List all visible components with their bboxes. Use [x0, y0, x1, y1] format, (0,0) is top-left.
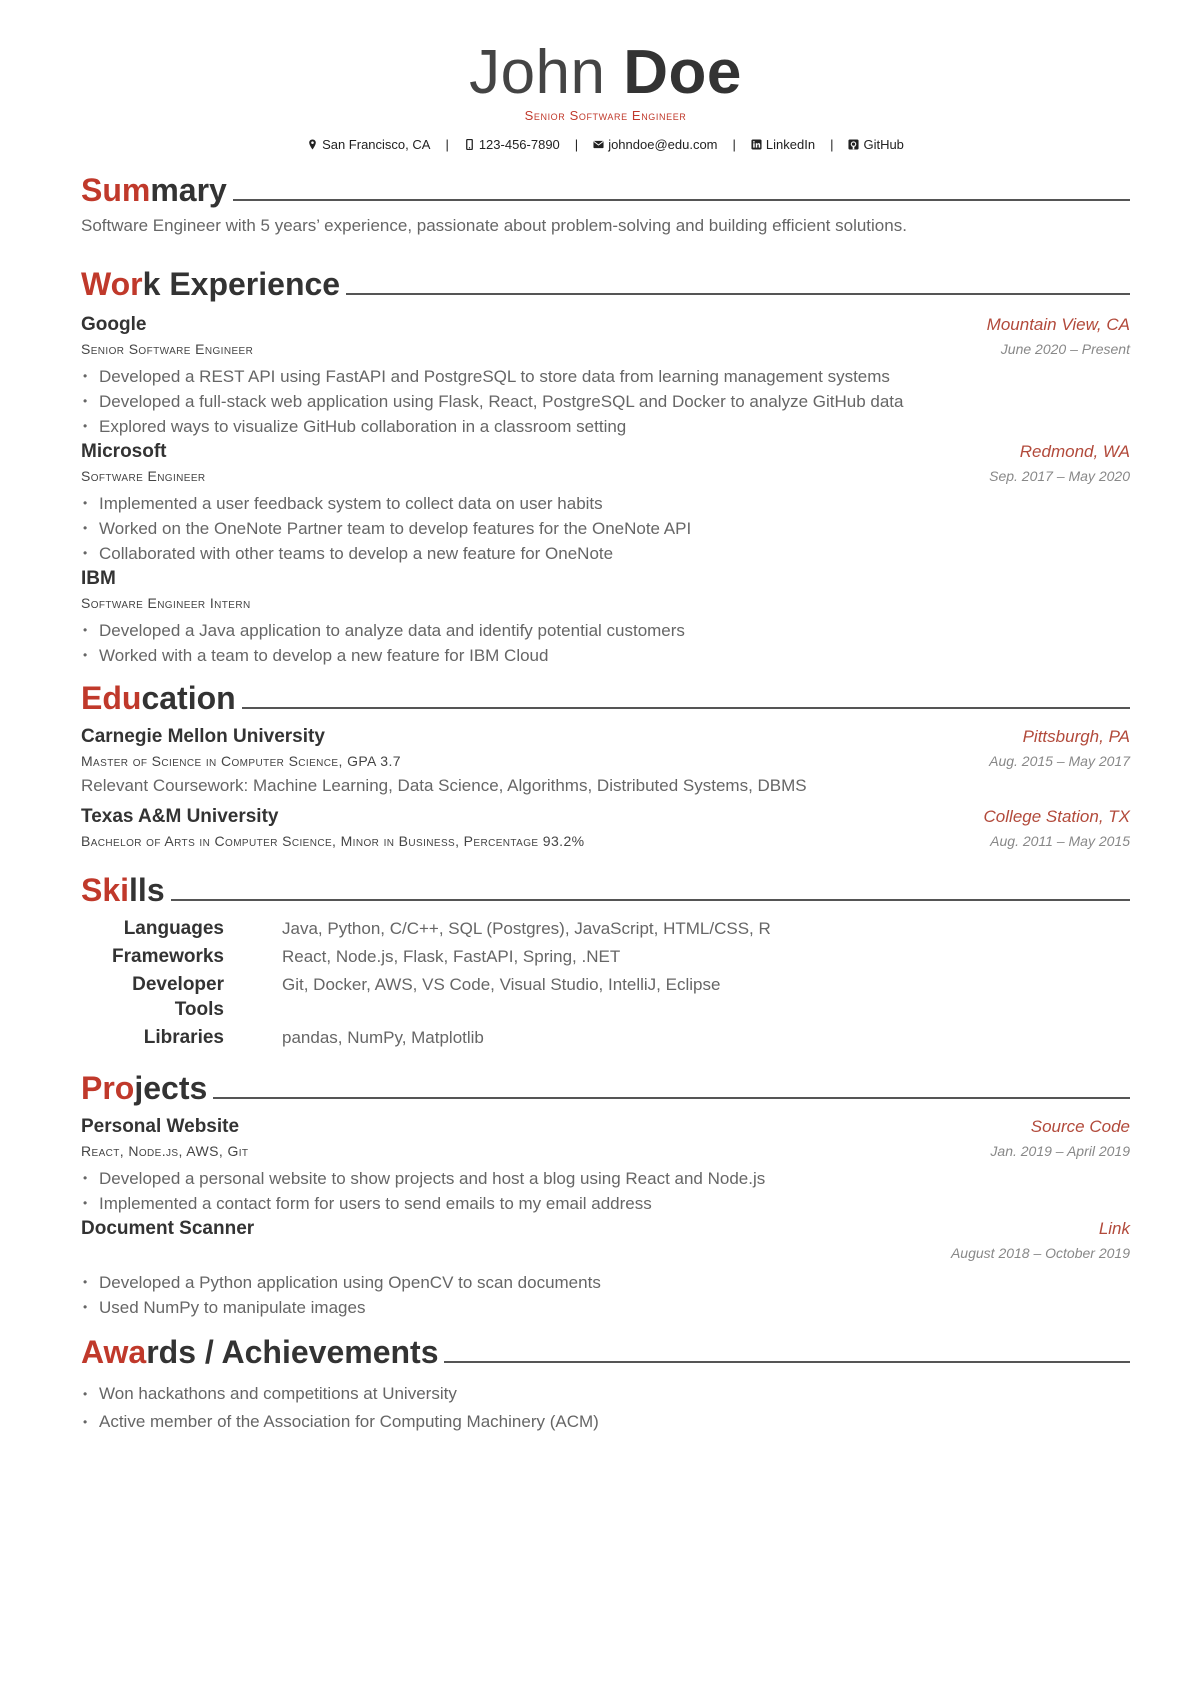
first-name: John — [469, 38, 606, 107]
candidate-name — [81, 36, 1130, 110]
job-bullets — [81, 491, 1130, 566]
school-name: Texas A&M University — [81, 806, 279, 827]
resume-header — [81, 0, 1130, 152]
email-text: johndoe@edu.com — [608, 137, 718, 152]
skill-category: Frameworks — [112, 946, 224, 967]
heading-highlight: Ski — [81, 872, 130, 908]
section-heading — [81, 872, 1130, 908]
heading-rest: mary — [150, 172, 227, 208]
heading-rest: k Experience — [142, 266, 341, 302]
resume-page — [81, 0, 1130, 1436]
education-entry — [81, 724, 1130, 798]
job-title: Software Engineer Intern — [81, 595, 251, 611]
coursework: Relevant Coursework: Machine Learning, Data Science, Algorithms, Distributed Systems, DBMS — [81, 776, 807, 795]
education-dates: Aug. 2015 – May 2017 — [989, 753, 1130, 769]
project-dates: Jan. 2019 – April 2019 — [990, 1143, 1130, 1159]
list-item: • Implemented a user feedback system to collect data on user habits — [81, 491, 1130, 516]
job-dates: Sep. 2017 – May 2020 — [989, 468, 1130, 484]
skill-list: Git, Docker, AWS, VS Code, Visual Studio, IntelliJ, Eclipse — [282, 975, 721, 994]
skill-list: React, Node.js, Flask, FastAPI, Spring, .NET — [282, 947, 621, 966]
heading-rest: lls — [129, 872, 165, 908]
github-icon — [848, 139, 859, 150]
skills-table — [81, 916, 1130, 1050]
project-link[interactable]: Link — [1098, 1219, 1130, 1238]
project-entry — [81, 1216, 1130, 1320]
project-bullets — [81, 1166, 1130, 1216]
position-title: Senior Software Engineer — [524, 108, 687, 123]
list-item: • Worked on the OneNote Partner team to develop features for the OneNote API — [81, 516, 1130, 541]
list-item: • Active member of the Association for Computing Machinery (ACM) — [81, 1408, 1130, 1436]
envelope-icon — [593, 139, 604, 150]
skill-list: Java, Python, C/C++, SQL (Postgres), JavaScript, HTML/CSS, R — [282, 919, 771, 938]
list-item: • Explored ways to visualize GitHub collaboration in a classroom setting — [81, 414, 1130, 439]
work-entry — [81, 566, 1130, 668]
contact-location — [307, 137, 430, 152]
heading-rule — [213, 1097, 1130, 1099]
list-item: • Implemented a contact form for users to send emails to my email address — [81, 1191, 1130, 1216]
project-link[interactable]: Source Code — [1030, 1117, 1130, 1136]
work-section — [81, 266, 1130, 668]
github-text: GitHub — [863, 137, 904, 152]
company-name: Microsoft — [81, 441, 167, 462]
section-heading — [81, 1070, 1130, 1106]
degree: Master of Science in Computer Science, GPA 3.7 — [81, 753, 401, 769]
project-name: Document Scanner — [81, 1218, 255, 1239]
degree: Bachelor of Arts in Computer Science, Minor in Business, Percentage 93.2% — [81, 833, 585, 849]
work-entry — [81, 312, 1130, 439]
list-item: • Developed a REST API using FastAPI and PostgreSQL to store data from learning management systems — [81, 364, 1130, 389]
heading-rule — [444, 1361, 1130, 1363]
school-location: Pittsburgh, PA — [1022, 727, 1130, 746]
work-entry — [81, 439, 1130, 566]
company-name: IBM — [81, 568, 116, 589]
summary-section — [81, 172, 1130, 238]
summary-text: Software Engineer with 5 years’ experience, passionate about problem-solving and building efficient solutions. — [81, 216, 907, 235]
linkedin-text: LinkedIn — [765, 137, 816, 152]
list-item: • Developed a personal website to show projects and host a blog using React and Node.js — [81, 1166, 1130, 1191]
list-item: • Won hackathons and competitions at University — [81, 1380, 1130, 1408]
company-location: Redmond, WA — [1019, 442, 1130, 461]
project-entry — [81, 1114, 1130, 1216]
heading-highlight: Sum — [81, 172, 151, 208]
heading-highlight: Edu — [81, 680, 142, 716]
contact-email[interactable] — [593, 137, 717, 152]
skills-section — [81, 872, 1130, 1050]
contact-linkedin[interactable] — [751, 137, 815, 152]
heading-highlight: Wor — [81, 266, 143, 302]
job-bullets — [81, 364, 1130, 439]
education-dates: Aug. 2011 – May 2015 — [990, 833, 1130, 849]
skill-list: pandas, NumPy, Matplotlib — [282, 1028, 484, 1047]
list-item: • Developed a full-stack web application using Flask, React, PostgreSQL and Docker to analyze GitHub data — [81, 389, 1130, 414]
education-entry — [81, 804, 1130, 852]
heading-highlight: Pro — [81, 1070, 135, 1106]
education-section — [81, 680, 1130, 852]
list-item: • Collaborated with other teams to develop a new feature for OneNote — [81, 541, 1130, 566]
separator: | — [445, 137, 449, 152]
mobile-phone-icon — [464, 139, 475, 150]
separator: | — [830, 137, 834, 152]
contact-bar — [81, 137, 1130, 152]
contact-github[interactable] — [848, 137, 903, 152]
heading-rest: jects — [134, 1070, 208, 1106]
list-item: • Worked with a team to develop a new feature for IBM Cloud — [81, 643, 1130, 668]
heading-highlight: Awa — [81, 1334, 147, 1370]
last-name: Doe — [623, 38, 742, 107]
project-dates: August 2018 – October 2019 — [950, 1245, 1130, 1261]
project-bullets — [81, 1270, 1130, 1320]
job-title: Software Engineer — [81, 468, 206, 484]
heading-rule — [171, 899, 1130, 901]
school-name: Carnegie Mellon University — [81, 726, 325, 747]
skill-category: Developer Tools — [132, 974, 224, 1020]
heading-rule — [346, 293, 1130, 295]
company-name: Google — [81, 314, 147, 335]
school-location: College Station, TX — [983, 807, 1130, 826]
project-name: Personal Website — [81, 1116, 240, 1137]
section-heading — [81, 1334, 1130, 1370]
company-location: Mountain View, CA — [986, 315, 1130, 334]
awards-section — [81, 1334, 1130, 1436]
heading-rest: rds / Achievements — [146, 1334, 439, 1370]
projects-section — [81, 1070, 1130, 1320]
separator: | — [574, 137, 579, 152]
location-text: San Francisco, CA — [322, 137, 431, 152]
contact-phone[interactable] — [464, 137, 560, 152]
heading-rest: cation — [141, 680, 236, 716]
list-item: • Used NumPy to manipulate images — [81, 1295, 1130, 1320]
section-heading — [81, 680, 1130, 716]
heading-rule — [242, 707, 1130, 709]
project-tech: React, Node.js, AWS, Git — [81, 1143, 249, 1159]
job-title: Senior Software Engineer — [81, 341, 254, 357]
heading-rule — [233, 199, 1130, 201]
map-marker-icon — [307, 139, 318, 150]
job-dates: June 2020 – Present — [1000, 341, 1130, 357]
section-heading — [81, 266, 1130, 302]
list-item: • Developed a Java application to analyze data and identify potential customers — [81, 618, 1130, 643]
skill-category: Languages — [123, 918, 224, 939]
separator: | — [732, 137, 736, 152]
section-heading — [81, 172, 1130, 208]
awards-list — [81, 1380, 1130, 1436]
linkedin-icon — [751, 139, 762, 150]
job-bullets — [81, 618, 1130, 668]
phone-text: 123-456-7890 — [478, 137, 560, 152]
list-item: • Developed a Python application using OpenCV to scan documents — [81, 1270, 1130, 1295]
skill-category: Libraries — [143, 1027, 224, 1048]
